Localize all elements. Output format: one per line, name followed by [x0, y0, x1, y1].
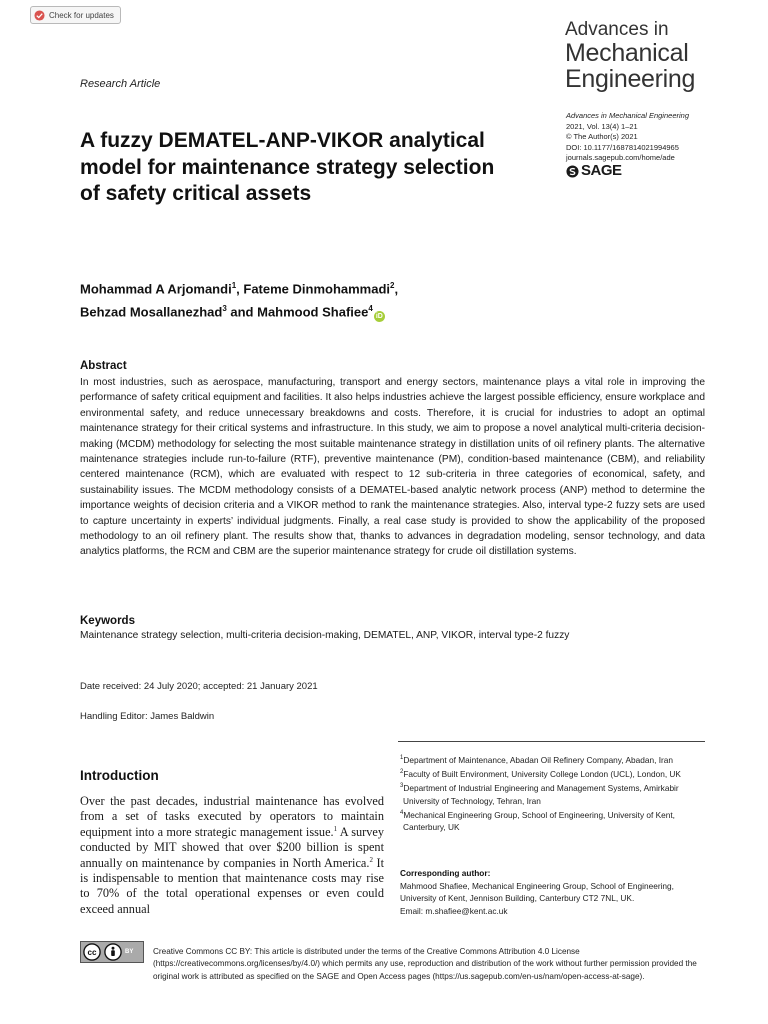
meta-doi[interactable]: DOI: 10.1177/16878140219949​65	[566, 142, 679, 152]
author-name: Behzad Mosallanezhad	[80, 304, 223, 320]
intro-part: It is indispensable to mention that maintenance costs may rise to 70% of the total operational expenses or even could exceed annual	[80, 855, 384, 916]
sage-logo-text: SAGE	[581, 161, 622, 179]
meta-copyright: © The Author(s) 2021	[566, 132, 638, 141]
meta-journal: Advances in Mechanical Engineering	[566, 111, 689, 120]
affiliation-text: Faculty of Built Environment, University College London (UCL), London, UK	[403, 768, 681, 779]
affiliation-item	[400, 752, 705, 766]
license-text: Creative Commons CC BY: This article is distributed under the terms of the Creative Commons Attribution 4.0 License (https://creativecommons.org/licenses/by/4.0/) which permits any use, reproduction and distribution of the work without further permission provided the original work is attributed as specified on the SAGE and Open Access pages (https://us.sagepub.com/en-us/nam/open-access-at-sage).	[153, 947, 697, 981]
introduction-text	[80, 794, 384, 917]
affiliation-item	[400, 780, 705, 807]
sage-logo	[566, 161, 689, 179]
author-name: Fateme Dinmohammadi	[243, 281, 391, 297]
license-statement	[80, 946, 720, 983]
check-updates-label: Check for updates	[49, 10, 114, 20]
author-affiliation-ref: 2	[390, 281, 395, 290]
journal-meta	[566, 111, 689, 178]
orcid-icon[interactable]: iD	[375, 312, 383, 320]
corresponding-email[interactable]: Email: m.shafiee@kent.ac.uk	[400, 905, 508, 916]
citation-ref[interactable]: 2	[369, 855, 373, 864]
affiliation-number: 1	[400, 755, 404, 761]
affiliation-text: Department of Industrial Engineering and Management Systems, Amirkabir University of Technology, Tehran, Iran	[403, 783, 679, 806]
author-list	[80, 276, 540, 323]
introduction-heading: Introduction	[80, 768, 159, 783]
sage-s-icon	[566, 165, 579, 178]
affiliation-divider	[398, 741, 705, 742]
affiliation-text: Mechanical Engineering Group, School of Engineering, University of Kent, Canterbury, UK	[403, 809, 675, 833]
corresponding-author-details	[400, 880, 705, 917]
affiliation-number: 4	[400, 809, 404, 816]
journal-name-line3: Engineering	[565, 65, 696, 93]
abstract-text: In most industries, such as aerospace, manufacturing, transport and energy sectors, maintenance plays a vital role in improving the performance of safety critical equipment and facilities. It also helps industries achieve the largest possible efficiency, ensure workplace and environmental safety, and reduce unnecessary breakdowns and costs. Therefore, it is crucial for industries to adopt an optimal maintenance strategy for their critical systems and infrastructure. In this study, we aim to propose a novel analytical multi-criteria decision-making (MCDM) methodology for selecting the most suitable maintenance strategy in distillation units of oil refinery plants. The alternative maintenance strategies include run-to-failure (RTF), preventive maintenance (PM), condition-based maintenance (CBM), and reliability centered maintenance (RCM), which are evaluated with respect to 12 sub-criteria in three categories of economical, safety, and sustainability issues. The MCDM methodology consists of a DEMATEL-based analytic network process (ANP) method to determine the importance weights of decision criteria and a VIKOR method to rank the maintenance strategies. Also, interval type-2 fuzzy sets are used to capture uncertainty in experts’ individual judgments. Finally, a real case study is provided to show the applicability of the proposed methodology to an oil refinery plant. The results show that, thanks to advances in degradation modeling, sensor technology, and data analytics platforms, the RCM and CBM are the superior maintenance strategy for crude oil distillation systems.	[80, 377, 705, 558]
keywords-text: Maintenance strategy selection, multi-criteria decision-making, DEMATEL, ANP, VIKOR, interval type-2 fuzzy	[80, 630, 570, 641]
svg-text:cc: cc	[87, 948, 97, 958]
author-affiliation-ref: 1	[231, 281, 237, 290]
affiliation-item	[400, 807, 705, 834]
corresponding-address: Mahmood Shafiee, Mechanical Engineering Group, School of Engineering, University of Kent, Jennison Building, Canterbury CT2 7NL, UK.	[400, 881, 674, 904]
intro-part: A survey conducted by MIT showed that over $200 billion is spent annually on maintenance by companies in North America.	[80, 824, 384, 870]
article-type: Research Article	[80, 78, 161, 90]
intro-part: Over the past decades, industrial maintenance has evolved from a set of tasks executed by operators to maintain equipment into a more strategic management issue.	[80, 794, 384, 839]
affiliations	[400, 752, 705, 834]
keywords-heading: Keywords	[80, 615, 135, 627]
journal-name-line2: Mechanical	[565, 39, 689, 67]
journal-name-line1: Advances in	[565, 19, 669, 40]
affiliation-item	[400, 766, 705, 780]
citation-ref[interactable]: 1	[333, 824, 338, 833]
author-name: Mahmood Shafiee	[257, 304, 369, 320]
check-for-updates-button[interactable]	[30, 6, 121, 24]
dates-received: Date received: 24 July 2020; accepted: 21 January 2021	[80, 681, 318, 692]
journal-masthead	[565, 20, 755, 92]
handling-editor: Handling Editor: James Baldwin	[80, 711, 215, 722]
affiliation-text: Department of Maintenance, Abadan Oil Refinery Company, Abadan, Iran	[403, 754, 673, 765]
corresponding-author-heading: Corresponding author:	[400, 868, 491, 878]
author-name: Mohammad A Arjomandi	[80, 281, 232, 297]
cc-by-label: BY	[125, 949, 134, 955]
check-updates-icon	[34, 10, 45, 21]
paper-title: A fuzzy DEMATEL-ANP-VIKOR analytical model for maintenance strategy selection of safety critical assets	[80, 129, 495, 205]
author-separator: ,	[236, 281, 244, 297]
affiliation-number: 3	[400, 783, 404, 790]
author-separator: ,	[394, 281, 399, 297]
meta-url[interactable]: journals.sagepub.com/home/ade	[566, 153, 675, 162]
meta-volume: 2021, Vol. 13(4) 1–21	[566, 121, 638, 131]
author-affiliation-ref: 3	[222, 304, 227, 314]
abstract-heading: Abstract	[80, 360, 127, 372]
author-affiliation-ref: 4	[368, 304, 373, 314]
author-separator: and	[226, 304, 258, 320]
affiliation-number: 2	[400, 769, 404, 776]
